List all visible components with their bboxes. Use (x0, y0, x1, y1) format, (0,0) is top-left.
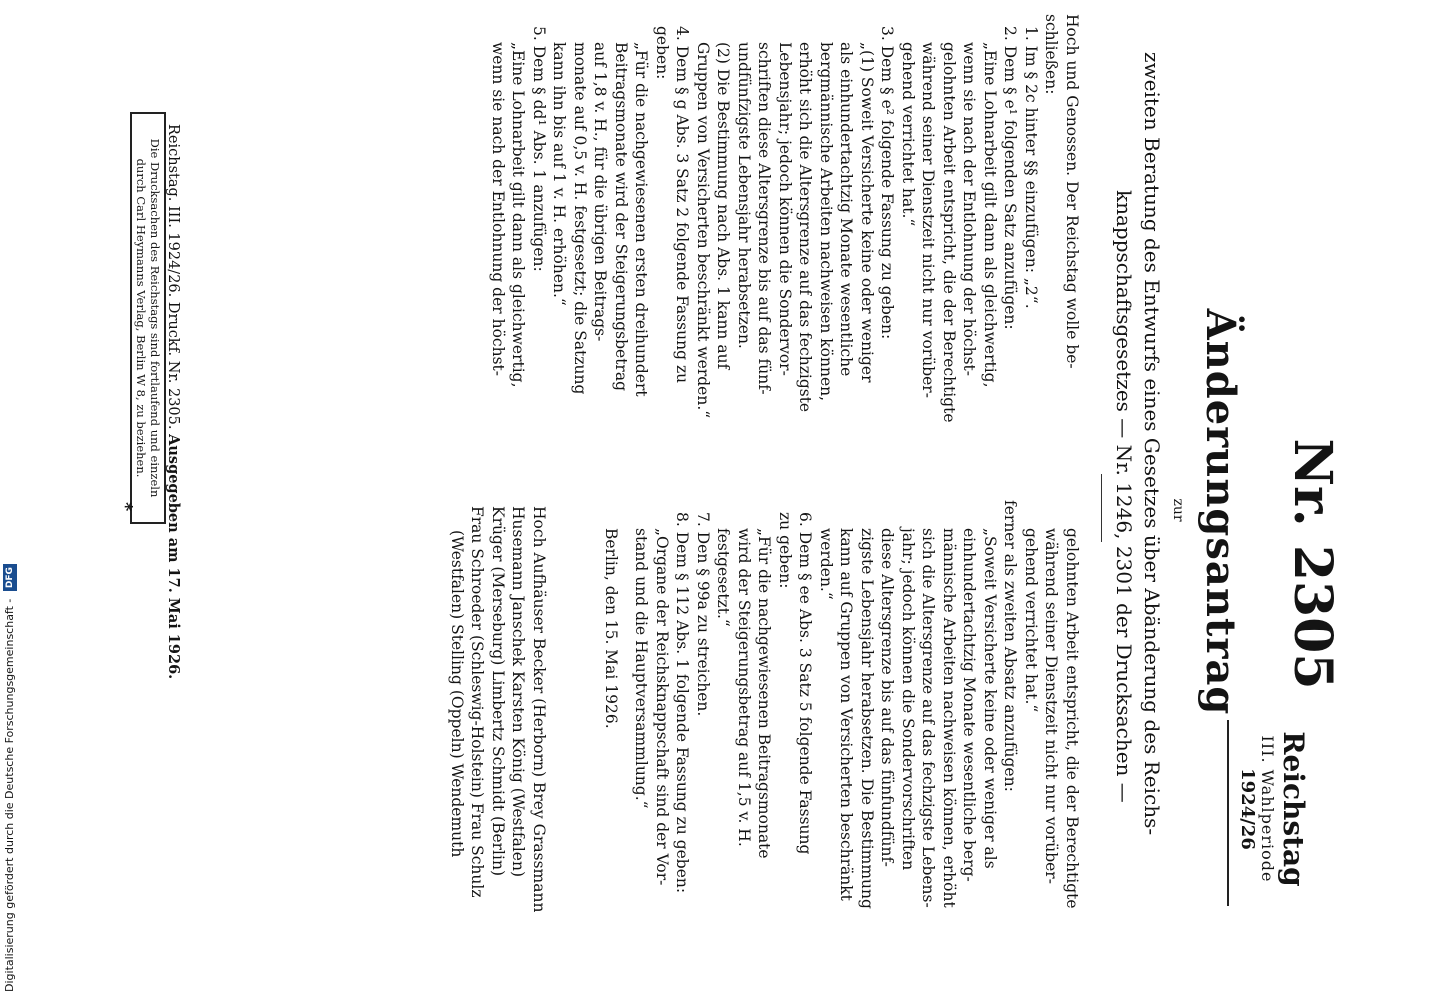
text-line: bergmännische Arbeiten nachweisen können, (817, 42, 835, 402)
text-line: kann ihn bis auf 1 v. H. erhöhen.“ (550, 42, 569, 306)
signer-line: Krüger (Merseburg) Limbertz Schmidt (Berlin) (489, 506, 507, 876)
text-line: zu geben: (776, 512, 794, 589)
text-line: während seiner Dienstzeit nicht nur vorüber- (1042, 528, 1061, 884)
text-line: „Für die nachgewiesenen Beitragsmonate (755, 528, 774, 859)
issue-date: Ausgegeben am 17. Mai 1926. (165, 434, 182, 680)
print-info-prefix: Reichstag. III. 1924/26. Druckf. Nr. 2305. (165, 124, 181, 430)
text-line: wenn sie nach der Entlohnung der höchst- (960, 42, 979, 377)
text-line: undfünfzigste Lebensjahr herabsetzen. (735, 42, 753, 349)
text-line: stand und die Hauptversammlung.“ (632, 528, 651, 809)
print-info-line (164, 124, 182, 864)
text-line: als einhundertachtzig Monate wesentliche (837, 42, 856, 377)
signatories (447, 500, 550, 970)
text-line: „Soweit Versicherte keine oder weniger als (981, 528, 999, 869)
document-number: Nr. 2305 (1282, 438, 1343, 690)
digitization-note (0, 567, 20, 992)
subtitle-line: knappschaftsgesetzes — Nr. 1246, 2301 der Drucksachen — (1112, 190, 1136, 803)
signer-line: Frau Schroeder (Schleswig-Holstein) Frau Schulz (468, 506, 487, 898)
text-line: 4. Dem § g Abs. 3 Satz 2 folgende Fassung zu (673, 26, 692, 384)
text-line: (2) Die Bestimmung nach Abs. 1 kann auf (714, 42, 733, 370)
text-line: „Eine Lohnarbeit gilt dann als gleichwertig, (981, 42, 999, 388)
text-line: 7. Den § 99a zu streichen. (694, 512, 712, 717)
text-line: „(1) Soweit Versicherte keine oder weniger (858, 42, 876, 383)
signer-line: Hoch Aufhäuser Becker (Herborn) Brey Grassmann (530, 506, 548, 913)
text-line: Beitragsmonate wird der Steigerungsbetrag (612, 42, 630, 391)
document-title: Änderungsantrag (1197, 308, 1244, 716)
right-column (601, 500, 1083, 970)
text-line: gehend verrichtet hat.“ (899, 42, 917, 227)
text-line: männische Arbeiten nachweisen können, erhöht (940, 528, 958, 908)
text-line: 5. Dem § dd¹ Abs. 1 anzufügen: (530, 26, 548, 272)
dfg-logo: DFG (3, 564, 17, 591)
signer-line: Husemann Janschek Karsten König (Westfalen) (509, 506, 528, 877)
text-line: Gruppen von Versicherten beschränkt werden.“ (694, 42, 712, 419)
text-line: wenn sie nach der Entlohnung der höchst- (489, 42, 507, 377)
text-line: wird der Steigerungsbetrag auf 1,5 v. H. (735, 528, 753, 847)
text-line: zigste Lebensjahr herabsetzen. Die Bestimmung (858, 528, 876, 909)
text-line: „Organe der Reichsknappschaft sind der Vor- (653, 528, 671, 886)
text-line: schriften diese Altersgrenze bis auf das fünf- (755, 42, 774, 395)
text-line: schließen: (1042, 14, 1061, 95)
left-column (488, 14, 1083, 484)
text-line: kann auf Gruppen von Versicherten beschränkt (837, 528, 856, 901)
text-line: einhundertachtzig Monate wesentliche berg- (960, 528, 979, 882)
text-line: jahr; jedoch können die Sondervorschriften (899, 528, 917, 871)
star-mark: * (115, 502, 136, 512)
publisher-note-box (130, 112, 166, 524)
text-line: Lebensjahr; jedoch können die Sondervor- (776, 42, 794, 376)
text-line: 6. Dem § ee Abs. 3 Satz 5 folgende Fassung (796, 512, 815, 855)
signer-line: (Westfalen) Stelling (Oppeln) Wendemuth (448, 530, 466, 858)
digitization-text: Digitalisierung gefördert durch die Deutsche Forschungsgemeinschaft - (3, 598, 16, 992)
date-line: Berlin, den 15. Mai 1926. (602, 528, 620, 729)
text-line: gehend verrichtet hat.“ (1022, 528, 1040, 713)
text-line: „Eine Lohnarbeit gilt dann als gleichwertig, (509, 42, 528, 388)
text-line: gelohnten Arbeit entspricht, die der Berechtigte (1063, 528, 1081, 909)
text-line: gelohnten Arbeit entspricht, die der Berechtigte (940, 42, 958, 423)
text-line: 2. Dem § e¹ folgenden Satz anzufügen: (1001, 26, 1020, 330)
title-rule (1101, 474, 1102, 542)
reichstag-label: Reichstag (1277, 731, 1310, 887)
text-line: Hoch und Genossen. Der Reichstag wolle be- (1063, 14, 1081, 369)
text-line: ferner als zweiten Absatz anzufügen: (1001, 500, 1020, 792)
text-line: 8. Dem § 112 Abs. 1 folgende Fassung zu geben: (673, 512, 692, 894)
text-line: 3. Dem § e² folgende Fassung zu geben: (878, 26, 897, 340)
text-line: auf 1,8 v. H., für die übrigen Beitrags- (591, 42, 610, 342)
text-line: diese Altersgrenze bis auf das fünfundfünf- (878, 528, 897, 867)
subtitle-line: zweiten Beratung des Entwurfs eines Gesetzes über Abänderung des Reichs- (1140, 52, 1164, 836)
text-line: monate auf 0,5 v. H. festgesetzt; die Satzung (571, 42, 589, 395)
text-line: 1. Im § 2c hinter §§ einzufügen: „2“. (1022, 26, 1040, 309)
period-years: 1924/26 (1237, 768, 1258, 850)
document-subtitle (1110, 44, 1166, 988)
text-line: während seiner Dienstzeit nicht nur vorüber- (919, 42, 938, 398)
text-line: „Für die nachgewiesenen ersten dreihundert (632, 42, 651, 397)
publisher-note-line: Die Drucksachen des Reichstags sind fortlaufend und einzeln (148, 138, 162, 498)
text-line: festgesetzt.“ (714, 528, 733, 627)
text-line: werden.“ (817, 528, 835, 600)
spacer (621, 500, 631, 970)
title-connector: zur (1170, 498, 1186, 522)
wahlperiode-label: III. Wahlperiode (1258, 735, 1277, 883)
text-line: geben: (653, 26, 671, 80)
text-line: erhöht sich die Altersgrenze auf das fechzigste (796, 42, 815, 413)
publisher-note-line: durch Carl Heymanns Verlag, Berlin W 8, zu beziehen. (134, 158, 148, 478)
text-line: sich die Altersgrenze auf das fechzigste Lebens- (919, 528, 938, 908)
